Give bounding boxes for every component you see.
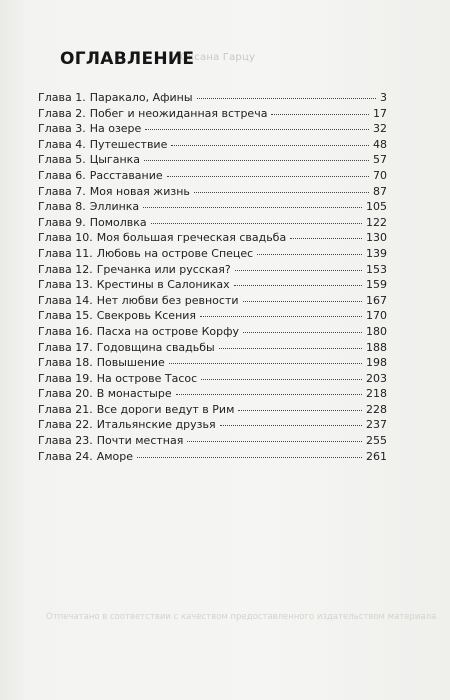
toc-entry [38, 308, 387, 324]
chapter-title: Эллинка [89, 200, 140, 214]
chapter-title: Цыганка [89, 153, 141, 167]
chapter-title: Моя большая греческая свадьба [96, 231, 287, 245]
page-number: 139 [366, 246, 387, 260]
chapter-number: Глава 23. [38, 434, 93, 448]
chapter-number: Глава 14. [38, 293, 93, 307]
chapter-number: Глава 12. [38, 262, 93, 276]
toc-entry [38, 355, 387, 371]
toc-entry [38, 246, 387, 262]
chapter-title: Любовь на острове Спецес [96, 246, 254, 260]
toc-entry [38, 90, 387, 106]
page-number: 218 [366, 387, 387, 401]
page-number: 180 [366, 324, 387, 338]
chapter-title: Крестины в Салониках [96, 278, 230, 292]
chapter-number: Глава 20. [38, 387, 93, 401]
dot-leader [238, 410, 362, 411]
chapter-title: Нет любви без ревности [96, 293, 239, 307]
dot-leader [290, 238, 362, 239]
toc-entry [38, 137, 387, 153]
chapter-title: Гречанка или русская? [96, 262, 231, 276]
chapter-title: Паракало, Афины [89, 91, 193, 104]
chapter-number: Глава 24. [38, 449, 93, 463]
toc-entry [38, 371, 387, 387]
toc-entry [38, 386, 387, 402]
toc-entry [38, 199, 387, 215]
toc-entry [38, 262, 387, 278]
toc-entry [38, 293, 387, 309]
page-number: 87 [373, 184, 387, 198]
page-number: 170 [366, 309, 387, 323]
chapter-title: Расставание [89, 168, 163, 182]
dot-leader [271, 114, 369, 115]
dot-leader [219, 348, 362, 349]
chapter-number: Глава 3. [38, 122, 86, 136]
page-number: 203 [366, 371, 387, 385]
chapter-number: Глава 10. [38, 231, 93, 245]
dot-leader [194, 192, 369, 193]
toc-entry [38, 449, 387, 465]
chapter-number: Глава 11. [38, 246, 93, 260]
dot-leader [176, 394, 362, 395]
chapter-title: Повышение [96, 356, 165, 370]
chapter-number: Глава 22. [38, 418, 93, 432]
chapter-number: Глава 21. [38, 402, 93, 416]
toc-entry [38, 402, 387, 418]
toc-entry [38, 433, 387, 449]
toc-entry [38, 230, 387, 246]
chapter-number: Глава 19. [38, 371, 93, 385]
page-number: 188 [366, 340, 387, 354]
dot-leader [197, 98, 376, 99]
chapter-number: Глава 17. [38, 340, 93, 354]
chapter-title: Итальянские друзья [96, 418, 216, 432]
dot-leader [257, 254, 362, 255]
chapter-number: Глава 7. [38, 184, 86, 198]
page-number: 198 [366, 356, 387, 370]
chapter-title: Пасха на острове Корфу [96, 324, 240, 338]
chapter-number: Глава 8. [38, 200, 86, 214]
dot-leader [143, 207, 362, 208]
toc-entry [38, 152, 387, 168]
chapter-number: Глава 2. [38, 106, 86, 120]
dot-leader [187, 441, 362, 442]
page-number: 32 [373, 122, 387, 136]
imprint-bleed: Отпечатано в соответствии с качеством предоставленного издательством материала [46, 612, 437, 622]
chapter-title: Почти местная [96, 434, 184, 448]
chapter-title: В монастыре [96, 387, 172, 401]
dot-leader [243, 332, 362, 333]
page-number: 105 [366, 200, 387, 214]
page-number: 130 [366, 231, 387, 245]
toc-entry [38, 417, 387, 433]
page-number: 57 [373, 153, 387, 167]
page-number: 167 [366, 293, 387, 307]
chapter-number: Глава 15. [38, 309, 93, 323]
dot-leader [137, 457, 362, 458]
dot-leader [167, 176, 369, 177]
toc-entry [38, 168, 387, 184]
chapter-number: Глава 18. [38, 356, 93, 370]
toc-title: ОГЛАВЛЕНИЕ [60, 49, 195, 69]
dot-leader [144, 160, 369, 161]
dot-leader [220, 425, 362, 426]
page-number: 153 [366, 262, 387, 276]
chapter-number: Глава 6. [38, 168, 86, 182]
toc-entry [38, 324, 387, 340]
chapter-title: Путешествие [89, 137, 168, 151]
page-number: 122 [366, 215, 387, 229]
chapter-number: Глава 9. [38, 215, 86, 229]
dot-leader [151, 223, 362, 224]
toc-entry [38, 340, 387, 356]
chapter-title: Аморе [96, 449, 134, 463]
chapter-number: Глава 13. [38, 278, 93, 292]
chapter-title: На озере [89, 122, 142, 136]
page-number: 70 [373, 168, 387, 182]
dot-leader [243, 301, 362, 302]
chapter-title: Моя новая жизнь [89, 184, 190, 198]
toc-entry [38, 106, 387, 122]
page-number: 48 [373, 137, 387, 151]
chapter-number: Глава 4. [38, 137, 86, 151]
dot-leader [200, 316, 362, 317]
page-number: 255 [366, 434, 387, 448]
chapter-title: На острове Тасос [96, 371, 198, 385]
chapter-title: Все дороги ведут в Рим [96, 402, 235, 416]
dot-leader [235, 270, 362, 271]
chapter-number: Глава 5. [38, 153, 86, 167]
dot-leader [145, 129, 369, 130]
page-number: 228 [366, 402, 387, 416]
dot-leader [171, 145, 369, 146]
chapter-title: Годовщина свадьбы [96, 340, 215, 354]
chapter-title: Помолвка [89, 215, 147, 229]
chapter-title: Побег и неожиданная встреча [89, 106, 268, 120]
dot-leader [201, 379, 362, 380]
page-number: 17 [373, 106, 387, 120]
page-number: 159 [366, 278, 387, 292]
toc-list [38, 90, 387, 464]
toc-entry [38, 277, 387, 293]
chapter-title: Свекровь Ксения [96, 309, 197, 323]
dot-leader [234, 285, 362, 286]
toc-entry [38, 121, 387, 137]
page-number: 261 [366, 449, 387, 463]
toc-entry [38, 215, 387, 231]
chapter-number: Глава 16. [38, 324, 93, 338]
page-number: 3 [380, 91, 387, 104]
toc-entry [38, 184, 387, 200]
page-number: 237 [366, 418, 387, 432]
dot-leader [169, 363, 362, 364]
running-header-bleed: Оксана Гарцу [180, 52, 256, 63]
chapter-number: Глава 1. [38, 91, 86, 104]
